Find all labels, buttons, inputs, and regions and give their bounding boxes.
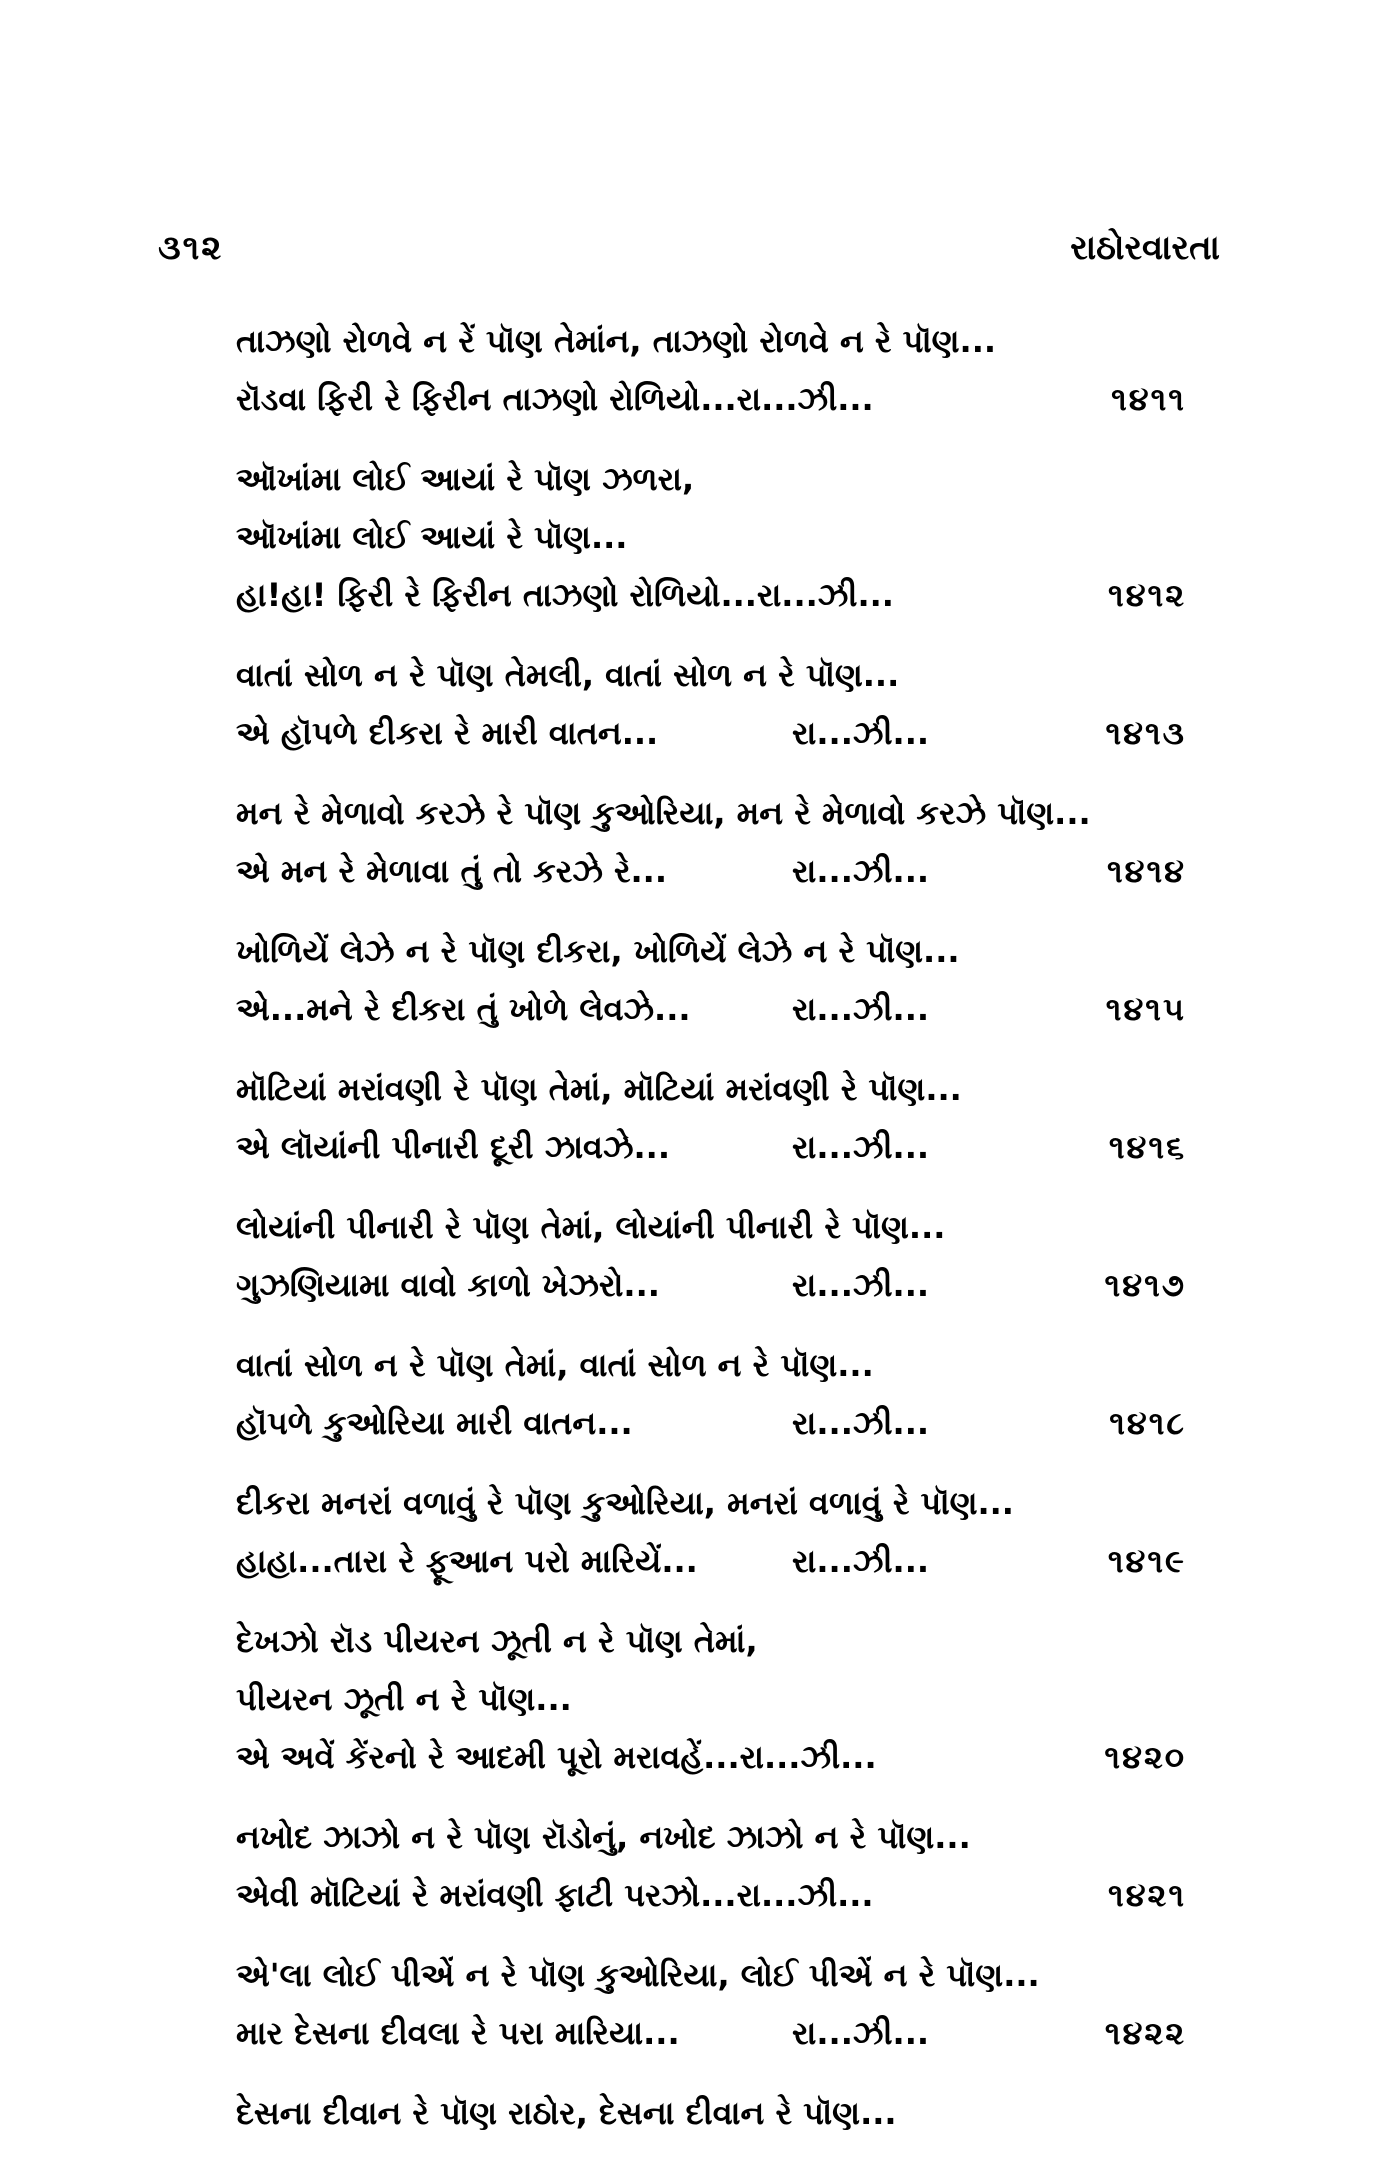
verse-line — [236, 1118, 1186, 1176]
verse-line-text: દેખઝો રૉડ પીયરન ઝૂતી ન રે પૉણ તેમાં, — [236, 1622, 758, 1660]
verse-line-text: ઑખાંમા લોઈ આયાં રે પૉણ... — [236, 518, 628, 556]
verse-line-text: એ મન રે મેળાવા તું તો કરઝે રે... — [236, 852, 667, 890]
verse-line — [236, 312, 1186, 370]
refrain-text: રા...ઝી... — [792, 714, 930, 752]
verse — [236, 1198, 1186, 1314]
verse-line — [236, 922, 1186, 980]
verse-line — [236, 784, 1186, 842]
verse — [236, 450, 1186, 624]
verse-line-text: મૉટિયાં મરાંવણી રે પૉણ તેમાં, મૉટિયાં મરાંવણી રે પૉણ... — [236, 1070, 962, 1108]
verse-number: ૧૪૨૨ — [1104, 2014, 1186, 2052]
verse-line-text: હૉપળે કુઓરિયા મારી વાતન... — [236, 1404, 633, 1442]
verse-number: ૧૪૧૪ — [1106, 852, 1186, 890]
verse-line — [236, 842, 1186, 900]
verse — [236, 922, 1186, 1038]
refrain-text: રા...ઝી... — [792, 2014, 930, 2052]
page-header — [0, 228, 1398, 288]
verse-line — [236, 566, 1186, 624]
verse-line — [236, 704, 1186, 762]
refrain-text: રા...ઝી... — [792, 1266, 930, 1304]
verse-line-text: ગુઝણિયામા વાવો કાળો ખેઝરો... — [236, 1266, 660, 1304]
verse-line — [236, 1336, 1186, 1394]
verse-line-text: વાતાં સોળ ન રે પૉણ તેમાં, વાતાં સોળ ન રે પૉણ... — [236, 1346, 874, 1384]
verse — [236, 312, 1186, 428]
verse-line — [236, 450, 1186, 508]
verse-line-text: હાહા...તારા રે ફૂઆન પરો મારિયેં... — [236, 1542, 698, 1580]
verse-line-text: ખોળિયેં લેઝે ન રે પૉણ દીકરા, ખોળિયેં લેઝે ન રે પૉણ... — [236, 932, 960, 970]
verse-line-text: તાઝણો રોળવે ન રેં પૉણ તેમાંન, તાઝણો રોળવે ન રે પૉણ... — [236, 322, 997, 360]
refrain-text: રા...ઝી... — [792, 990, 930, 1028]
verse-number: ૧૪૧૯ — [1107, 1542, 1186, 1580]
verse-line — [236, 980, 1186, 1038]
verse-number: ૧૪૧૮ — [1109, 1404, 1186, 1442]
verse-line-text: વાતાં સોળ ન રે પૉણ તેમલી, વાતાં સોળ ન રે પૉણ... — [236, 656, 900, 694]
verse — [236, 1808, 1186, 1924]
verse-line-text: દીકરા મનરાં વળાવું રે પૉણ કુઓરિયા, મનરાં વળાવું રે પૉણ... — [236, 1484, 1014, 1522]
verse-number: ૧૪૧૭ — [1104, 1266, 1186, 1304]
verse-line — [236, 508, 1186, 566]
verse-line-text: એ હૉપળે દીકરા રે મારી વાતન... — [236, 714, 659, 752]
verse-number: ૧૪૧૫ — [1105, 990, 1186, 1028]
verse-line-text: દેસના દીવાન રે પૉણ રાઠોર, દેસના દીવાન રે પૉણ... — [236, 2094, 897, 2132]
verse-line — [236, 646, 1186, 704]
verse — [236, 1060, 1186, 1176]
refrain-text: રા...ઝી... — [792, 1128, 930, 1166]
verse — [236, 2084, 1186, 2142]
verse-number: ૧૪૨૦ — [1104, 1738, 1186, 1776]
verse-line — [236, 1198, 1186, 1256]
verse-line — [236, 1394, 1186, 1452]
verse — [236, 1336, 1186, 1452]
verse-line-text: એ લૉયાંની પીનારી દૂરી ઝાવઝે... — [236, 1128, 670, 1166]
verse-line-text: લોયાંની પીનારી રે પૉણ તેમાં, લોયાંની પીનારી રે પૉણ... — [236, 1208, 946, 1246]
verse — [236, 1612, 1186, 1786]
verse-line-text: એ'લા લોઈ પીએં ન રે પૉણ કુઓરિયા, લોઈ પીએં ન રે પૉણ... — [236, 1956, 1040, 1994]
verse-line — [236, 2084, 1186, 2142]
verse — [236, 1946, 1186, 2062]
verse-line-text: હા!હા! ફિરી રે ફિરીન તાઝણો રોળિયો...રા...ઝી... — [236, 576, 894, 614]
verse-line — [236, 1808, 1186, 1866]
verse-line — [236, 1866, 1186, 1924]
refrain-text: રા...ઝી... — [792, 852, 930, 890]
verse-line-text: એવી મૉટિયાં રે મરાંવણી ફાટી પરઝો...રા...ઝી... — [236, 1876, 874, 1914]
refrain-text: રા...ઝી... — [792, 1542, 930, 1580]
verse-line-text: એ...મને રે દીકરા તું ખોળે લેવઝે... — [236, 990, 691, 1028]
refrain-text: રા...ઝી... — [792, 1404, 930, 1442]
verse-line-text: પીયરન ઝૂતી ન રે પૉણ... — [236, 1680, 572, 1718]
verse-line-text: માર દેસના દીવલા રે પરા મારિયા... — [236, 2014, 680, 2052]
verse-number: ૧૪૧૨ — [1108, 576, 1186, 614]
verse-line — [236, 1670, 1186, 1728]
running-title: રાઠોરવારતા — [1070, 228, 1220, 268]
verse-line — [236, 1256, 1186, 1314]
verse-line-text: એ અવેં કેંરનો રે આદમી પૂરો મરાવહેં...રા...ઝી... — [236, 1738, 877, 1776]
verse-line — [236, 1612, 1186, 1670]
verse-line — [236, 1532, 1186, 1590]
verse — [236, 646, 1186, 762]
verse-list — [236, 312, 1186, 2164]
verse-line-text: ઑખાંમા લોઈ આયાં રે પૉણ ઝળરા, — [236, 460, 695, 498]
verse — [236, 1474, 1186, 1590]
verse-line — [236, 370, 1186, 428]
verse-number: ૧૪૧૧ — [1111, 380, 1186, 418]
verse-line — [236, 1946, 1186, 2004]
verse-number: ૧૪૧૩ — [1105, 714, 1186, 752]
verse-number: ૧૪૧૬ — [1108, 1128, 1186, 1166]
verse-line-text: નખોદ ઝાઝો ન રે પૉણ રૉડોનું, નખોદ ઝાઝો ન રે પૉણ... — [236, 1818, 971, 1856]
verse-line — [236, 1474, 1186, 1532]
verse-line-text: રૉડવા ફિરી રે ફિરીન તાઝણો રોળિયો...રા...ઝી... — [236, 380, 874, 418]
verse-number: ૧૪૨૧ — [1108, 1876, 1186, 1914]
verse-line — [236, 2004, 1186, 2062]
verse-line — [236, 1728, 1186, 1786]
verse-line-text: મન રે મેળાવો કરઝે રે પૉણ કુઓરિયા, મન રે મેળાવો કરઝે પૉણ... — [236, 794, 1091, 832]
verse — [236, 784, 1186, 900]
verse-line — [236, 1060, 1186, 1118]
page-number: ૩૧૨ — [158, 228, 224, 268]
